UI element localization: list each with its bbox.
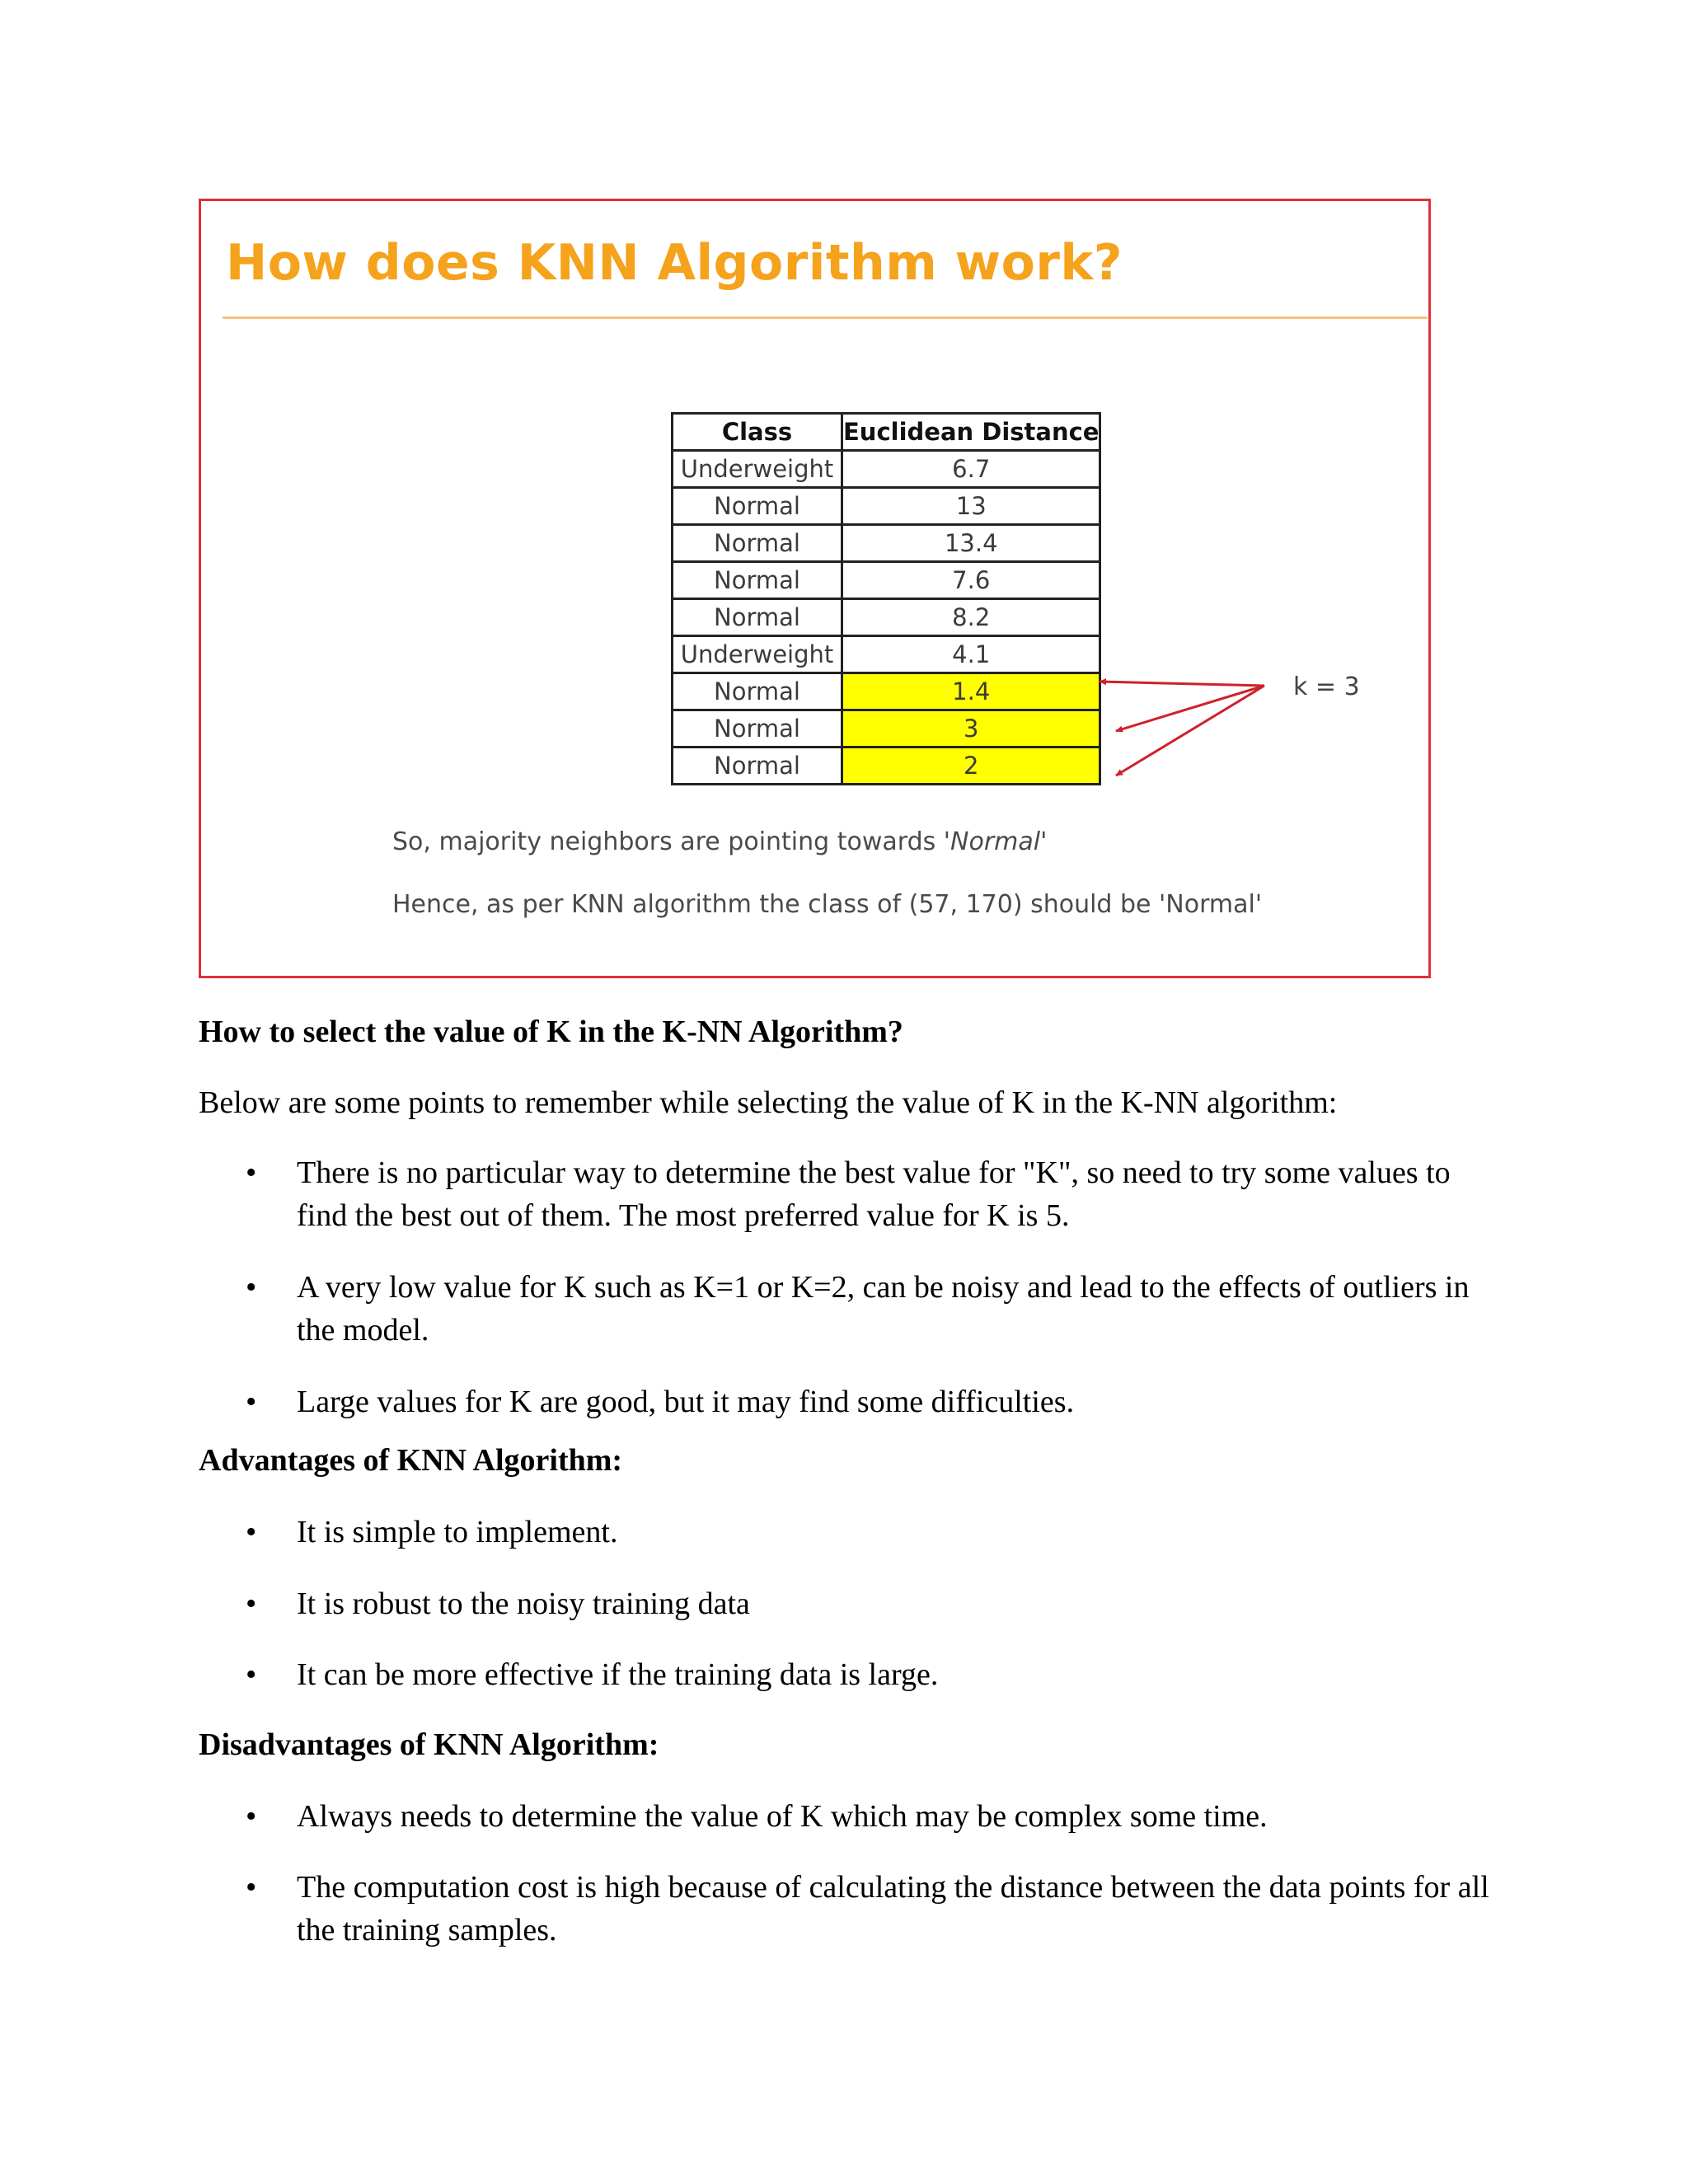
k-arrows: [201, 201, 1428, 976]
distance-cell-highlighted: 1.4: [842, 673, 1100, 710]
intro-paragraph: Below are some points to remember while selecting the value of K in the K-NN algorithm:: [199, 1085, 1338, 1120]
bullet-dot: •: [246, 1870, 257, 1905]
figure-title: How does KNN Algorithm work?: [226, 234, 1123, 292]
list-item-text: It is robust to the noisy training data: [297, 1586, 750, 1621]
heading-select-k: How to select the value of K in the K-NN Algorithm?: [199, 1015, 903, 1049]
arrow-to-row-2: [1116, 686, 1264, 776]
class-cell: Normal: [673, 488, 842, 525]
distance-cell: 6.7: [842, 451, 1100, 488]
distance-cell-highlighted: 3: [842, 710, 1100, 748]
bullet-dot: •: [246, 1799, 257, 1834]
knn-figure: [199, 199, 1431, 978]
bullet-dot: •: [246, 1270, 257, 1305]
bullet-dot: •: [246, 1657, 257, 1692]
class-cell: Normal: [673, 562, 842, 599]
distance-cell: 8.2: [842, 599, 1100, 636]
arrow-to-row-1-4: [1100, 682, 1264, 686]
distance-cell: 13.4: [842, 525, 1100, 562]
k-value-label: k = 3: [1293, 673, 1360, 701]
distance-cell: 4.1: [842, 636, 1100, 673]
list-item-text: There is no particular way to determine the best value for "K", so need to try some values to find the best out of them. The most preferred value for K is 5.: [297, 1155, 1451, 1233]
arrow-to-row-3: [1116, 686, 1264, 731]
note-emphasis: Normal: [950, 827, 1041, 856]
heading-disadvantages: Disadvantages of KNN Algorithm:: [199, 1727, 659, 1762]
header-euclidean-distance: Euclidean Distance: [842, 414, 1100, 451]
note-text-end: ': [1040, 827, 1048, 856]
figure-note-majority: [392, 827, 1047, 856]
list-item-text: It is simple to implement.: [297, 1515, 618, 1549]
header-class: Class: [673, 414, 842, 451]
class-cell: Normal: [673, 525, 842, 562]
class-cell: Underweight: [673, 451, 842, 488]
distance-cell: 7.6: [842, 562, 1100, 599]
class-cell: Normal: [673, 673, 842, 710]
bullet-dot: •: [246, 1515, 257, 1549]
distance-cell: 13: [842, 488, 1100, 525]
list-item-text: The computation cost is high because of calculating the distance between the data points for all the training samples.: [297, 1870, 1489, 1947]
distance-cell-highlighted: 2: [842, 748, 1100, 785]
list-item-text: Always needs to determine the value of K which may be complex some time.: [297, 1799, 1268, 1834]
list-item-text: Large values for K are good, but it may find some difficulties.: [297, 1385, 1075, 1419]
figure-note-conclusion: Hence, as per KNN algorithm the class of (57, 170) should be 'Normal': [392, 890, 1263, 919]
note-text: So, majority neighbors are pointing towards ': [392, 827, 951, 856]
bullet-dot: •: [246, 1155, 257, 1190]
bullet-dot: •: [246, 1385, 257, 1419]
class-cell: Underweight: [673, 636, 842, 673]
list-item-text: It can be more effective if the training data is large.: [297, 1657, 939, 1692]
class-cell: Normal: [673, 748, 842, 785]
class-cell: Normal: [673, 710, 842, 748]
list-item-text: A very low value for K such as K=1 or K=2, can be noisy and lead to the effects of outliers in the model.: [297, 1270, 1470, 1347]
heading-advantages: Advantages of KNN Algorithm:: [199, 1443, 623, 1478]
bullet-dot: •: [246, 1586, 257, 1621]
class-cell: Normal: [673, 599, 842, 636]
